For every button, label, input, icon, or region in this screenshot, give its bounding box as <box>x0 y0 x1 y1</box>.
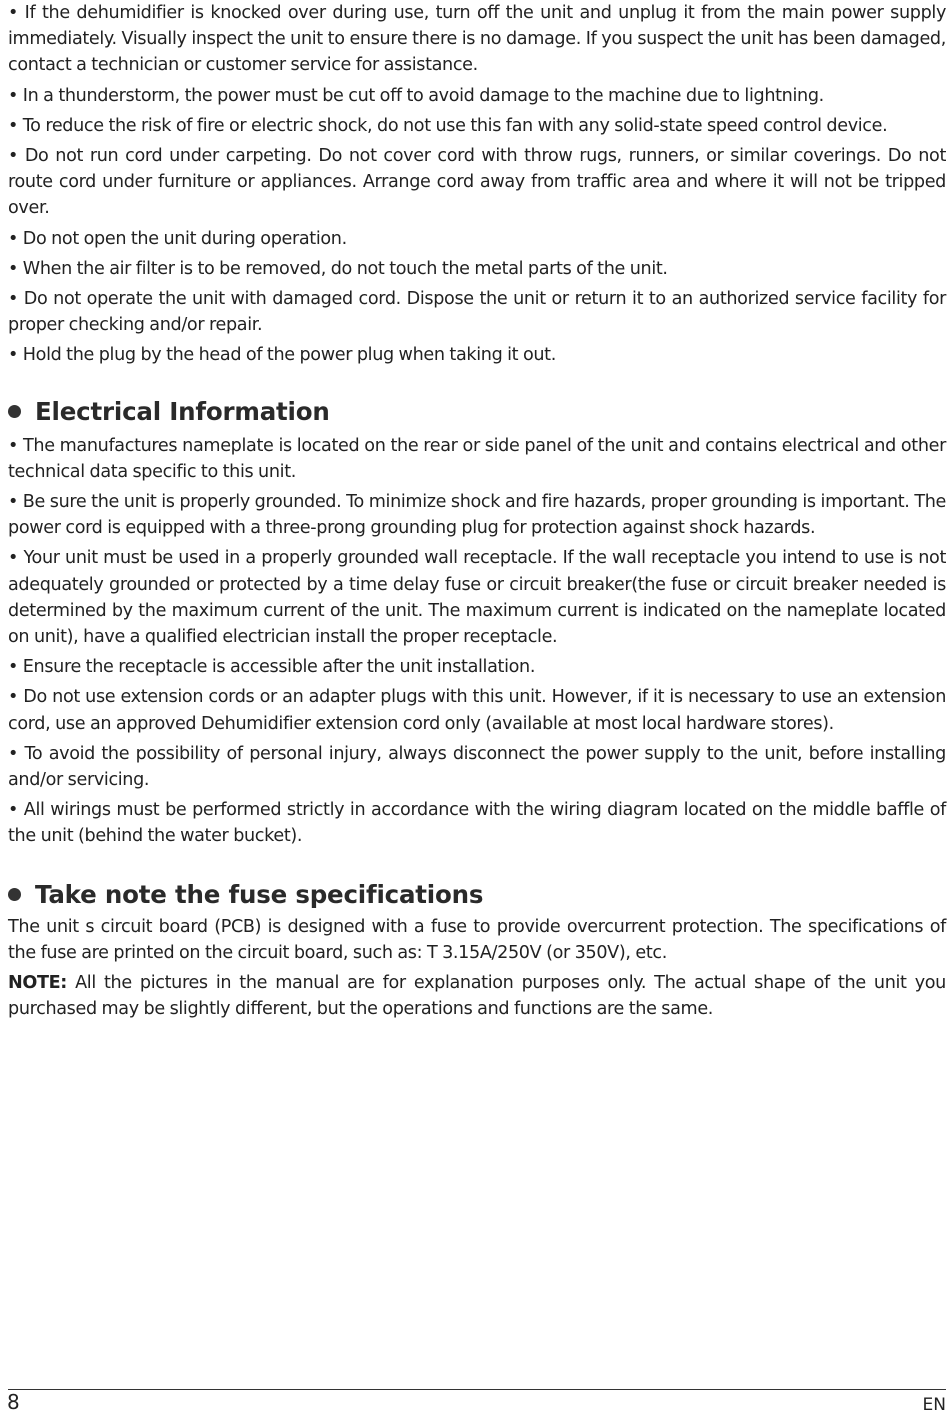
safety-bullet: • When the air filter is to be removed, do not touch the metal parts of the unit. <box>8 258 668 279</box>
safety-bullet: • To reduce the risk of fire or electric shock, do not use this fan with any solid-state speed control device. <box>8 115 888 136</box>
page-number: 8 <box>7 1390 20 1414</box>
electrical-bullet: • Be sure the unit is properly grounded. To minimize shock and fire hazards, proper grounding is important. The power cord is equipped with a three-prong grounding plug for protection against shock hazards. <box>8 492 946 539</box>
safety-bullet: • Do not operate the unit with damaged cord. Dispose the unit or return it to an authorized service facility for proper checking and/or repair. <box>8 289 946 336</box>
electrical-bullet: • To avoid the possibility of personal injury, always disconnect the power supply to the unit, before installing and/or servicing. <box>8 743 946 791</box>
note-text: All the pictures in the manual are for explanation purposes only. The actual shape of the unit you purchased may be slightly different, but the operations and functions are the same. <box>8 973 946 1020</box>
electrical-bullet: • Do not use extension cords or an adapter plugs with this unit. However, if it is necessary to use an extension cord, use an approved Dehumidifier extension cord only (available at most local hardware stores). <box>8 687 946 734</box>
footer-divider <box>8 1389 946 1390</box>
electrical-bullet: • Ensure the receptacle is accessible after the unit installation. <box>8 657 536 678</box>
safety-bullet: • Hold the plug by the head of the power plug when taking it out. <box>8 345 556 366</box>
fuse-specifications-heading <box>8 880 946 910</box>
bullet-dot-icon <box>8 888 21 901</box>
section-title: Electrical Information <box>35 396 330 426</box>
note-label: NOTE: <box>8 973 67 994</box>
electrical-bullet: • All wirings must be performed strictly in accordance with the wiring diagram located on the middle baffle of the unit (behind the water bucket). <box>8 800 946 847</box>
fuse-text: The unit s circuit board (PCB) is designed with a fuse to provide overcurrent protection. The specifications of the fuse are printed on the circuit board, such as: T 3.15A/250V (or 350V), etc. <box>8 916 946 963</box>
manual-page-content <box>8 0 946 1027</box>
safety-bullet: • Do not run cord under carpeting. Do not cover cord with throw rugs, runners, or similar coverings. Do not route cord under furniture or appliances. Arrange cord away from traffic area and where it will not be tripped over. <box>8 146 946 219</box>
section-title: Take note the fuse specifications <box>35 879 484 909</box>
safety-bullet: • In a thunderstorm, the power must be cut off to avoid damage to the machine due to lightning. <box>8 85 824 106</box>
electrical-bullet: • The manufactures nameplate is located on the rear or side panel of the unit and contains electrical and other technical data specific to this unit. <box>8 435 946 482</box>
note-paragraph <box>8 970 946 1022</box>
language-code: EN <box>922 1395 946 1415</box>
electrical-bullet: • Your unit must be used in a properly grounded wall receptacle. If the wall receptacle you intend to use is not adequately grounded or protected by a time delay fuse or circuit breaker(the fuse or circuit breaker needed is determined by the maximum current of the unit. The maximum current is indicated on the nameplate located on unit), have a qualified electrician install the proper receptacle. <box>8 548 946 648</box>
safety-bullet: • Do not open the unit during operation. <box>8 228 347 249</box>
bullet-dot-icon <box>8 405 21 418</box>
electrical-information-heading <box>8 397 946 427</box>
safety-bullet: • If the dehumidifier is knocked over during use, turn off the unit and unplug it from the main power supply immediately. Visually inspect the unit to ensure there is no damage. If you suspect the unit has been damaged, contact a technician or customer service for assistance. <box>8 3 946 76</box>
